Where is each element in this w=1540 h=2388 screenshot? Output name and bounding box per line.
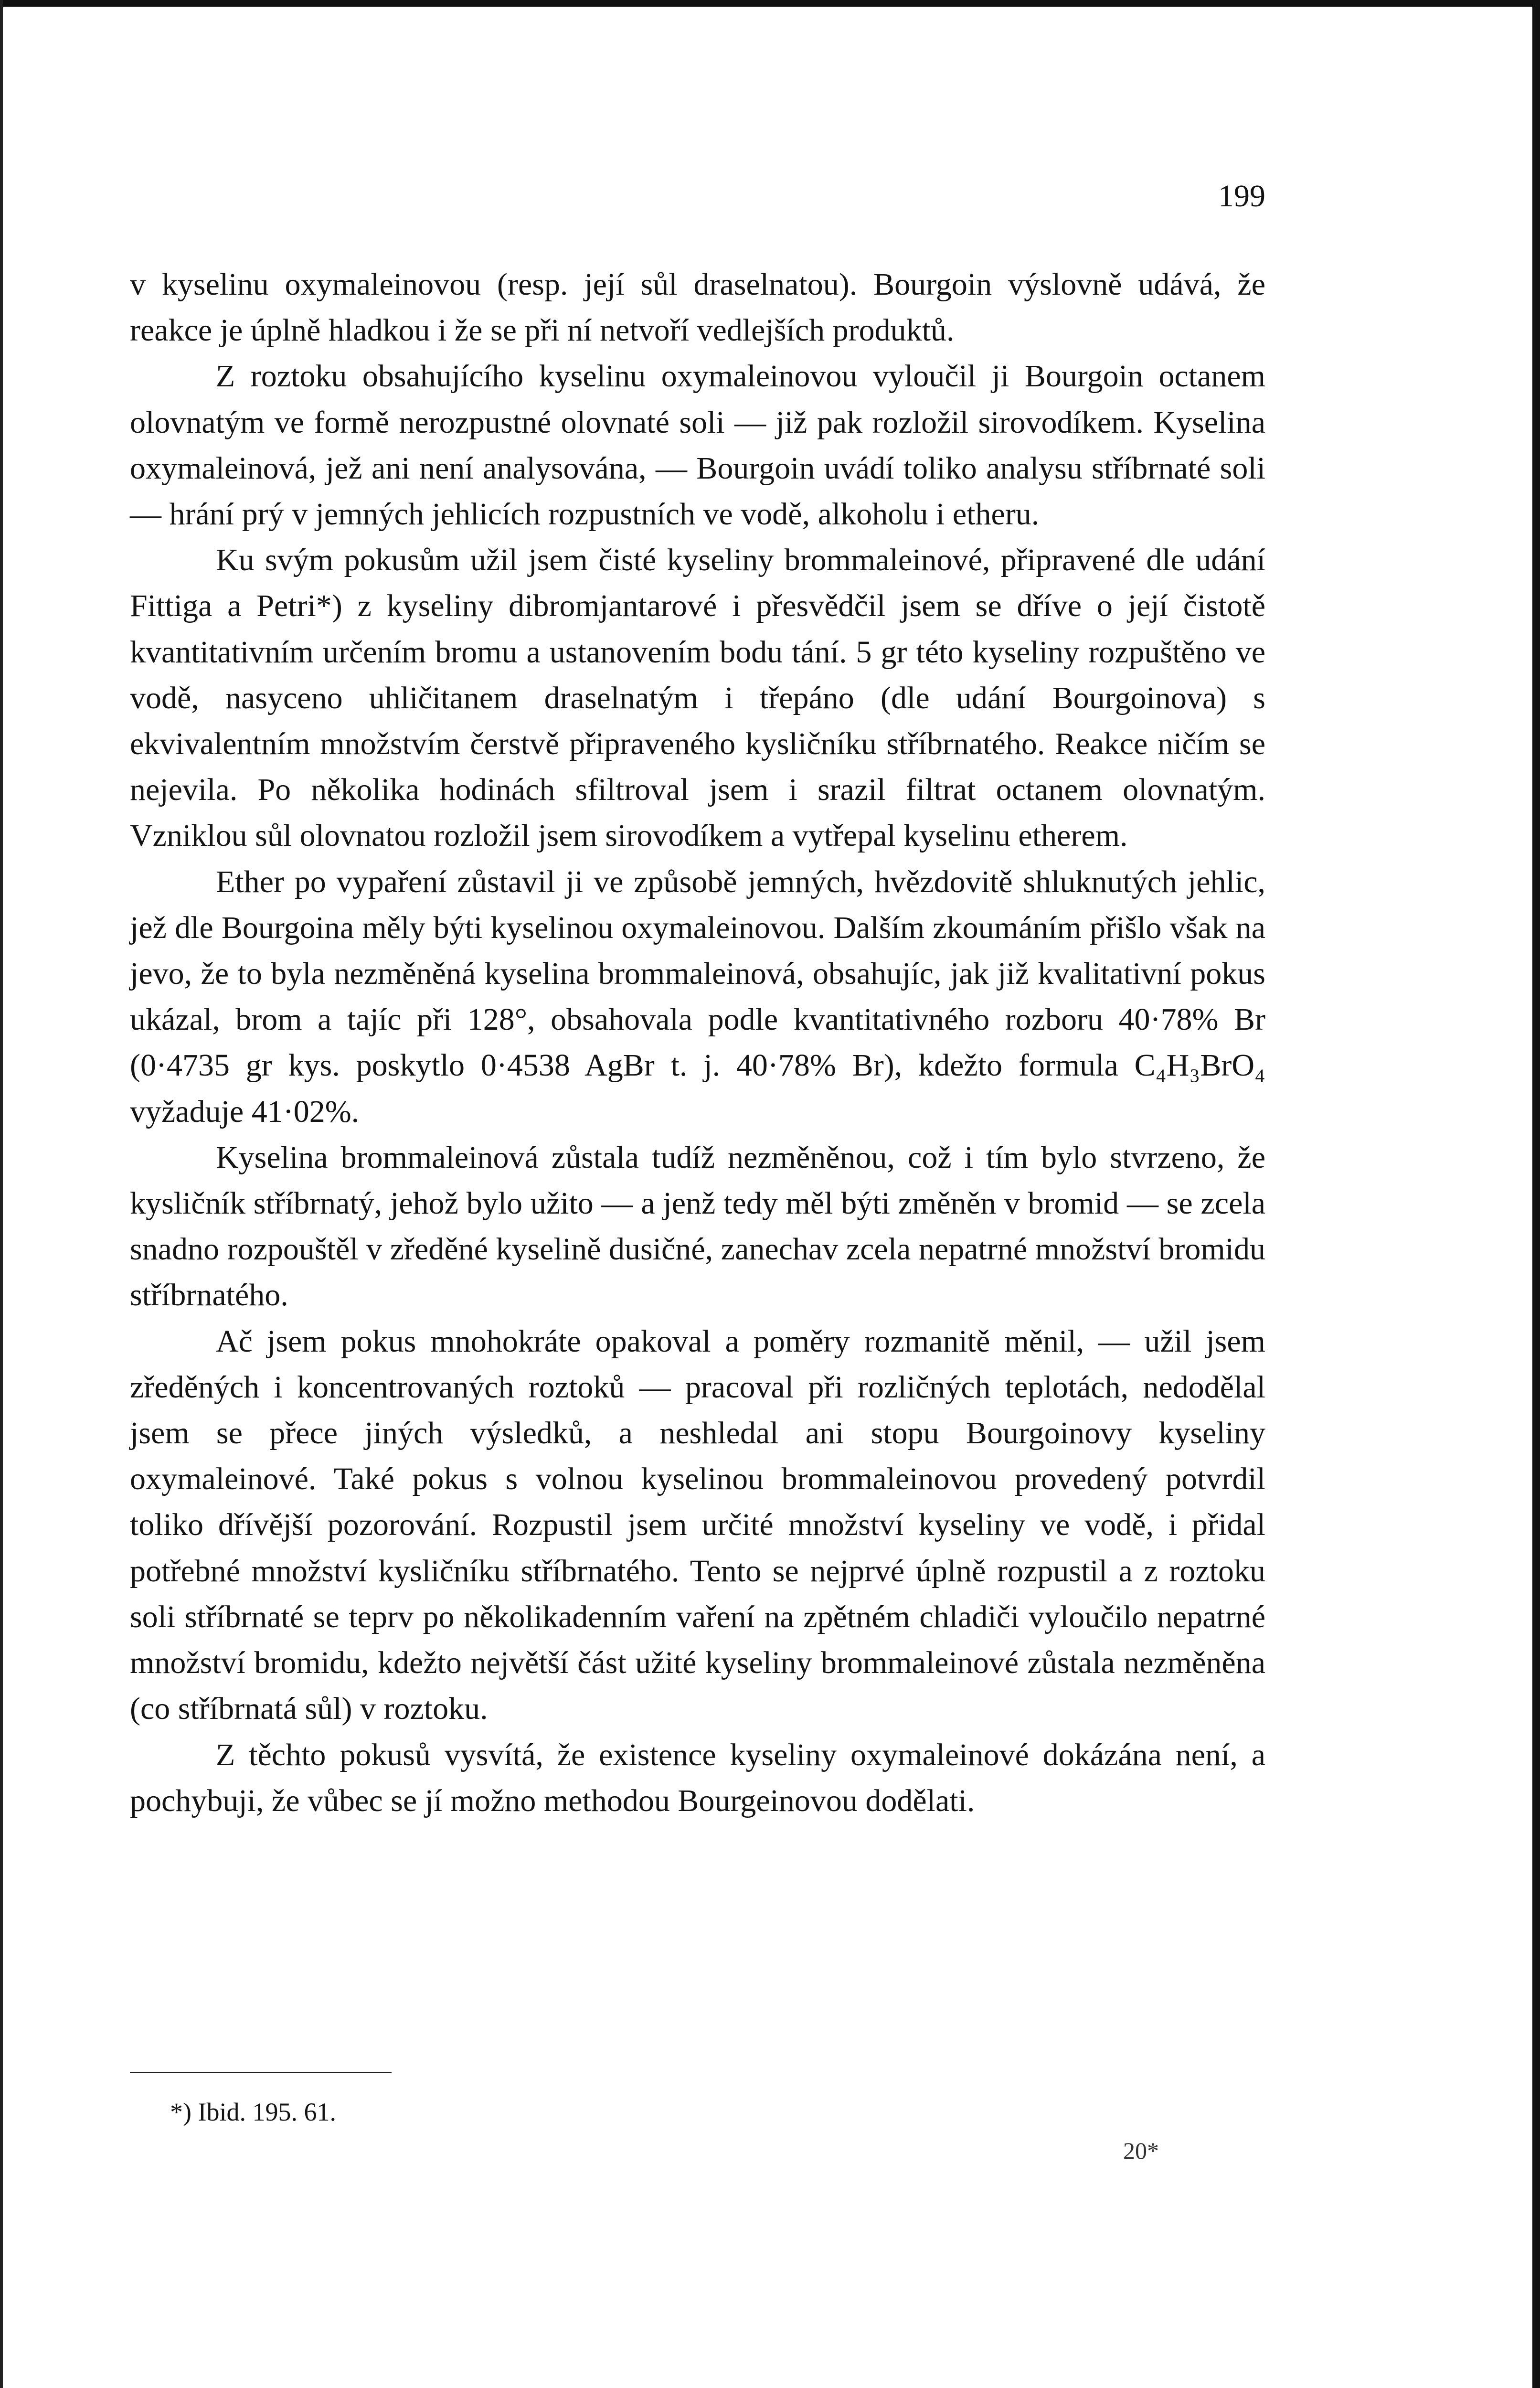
paragraph-1: v kyselinu oxymaleinovou (resp. její sůl draselnatou). Bourgoin výslovně udává, že reakce je úplně hladkou i že se při ní netvoří vedlejších produktů. — [130, 267, 1265, 348]
scan-border-top — [0, 0, 1540, 7]
paragraph-2: Z roztoku obsahujícího kyselinu oxymaleinovou vyloučil ji Bourgoin octanem olovnatým ve formě nerozpustné olovnaté soli — již pak rozložil sirovodíkem. Kyselina oxymaleinová, jež ani není analysována, — Bourgoin uvádí toliko analysu stříbrnaté soli — hrání prý v jemných jehlicích rozpustních ve vodě, alkoholu i etheru. — [130, 359, 1265, 532]
paragraph-7: Z těchto pokusů vysvítá, že existence kyseliny oxymaleinové dokázána není, a pochybuji, že vůbec se jí možno methodou Bourgeinovou dodělati. — [130, 1737, 1265, 1818]
paragraph-3: Ku svým pokusům užil jsem čisté kyseliny brommaleinové, připravené dle udání Fittiga a Petri*) z kyseliny dibromjantarové i přesvědčil jsem se dříve o její čistotě kvantitativním určením bromu a ustanovením bodu tání. 5 gr této kyseliny rozpuštěno ve vodě, nasyceno uhličitanem draselnatým i třepáno (dle udání Bourgoinova) s ekvivalentním množstvím čerstvě připraveného kysličníku stříbrnatého. Reakce ničím se nejevila. Po několika hodinách sfiltroval jsem i srazil filtrat octanem olovnatým. Vzniklou sůl olovnatou rozložil jsem sirovodíkem a vytřepal kyselinu etherem. — [130, 543, 1265, 853]
paragraph-4: Ether po vypaření zůstavil ji ve způsobě jemných, hvězdovitě shluknutých jehlic, jež dle Bourgoina měly býti kyselinou oxymaleinovou. Dalším zkoumáním přišlo však na jevo, že to byla nezměněná kyselina brommaleinová, obsahujíc, jak již kvalitativní pokus ukázal, brom a tajíc při 128°, obsahovala podle kvantitativného rozboru 40·78% Br (0·4735 gr kys. poskytlo 0·4538 AgBr t. j. 40·78% Br), kdežto formula C₄H₃BrO₄ vyžaduje 41·02%. — [130, 864, 1265, 1129]
scan-border-right — [1532, 0, 1540, 2388]
paragraph-6: Ač jsem pokus mnohokráte opakoval a poměry rozmanitě měnil, — užil jsem zředěných i koncentrovaných roztoků — pracoval při rozličných teplotách, nedodělal jsem se přece jiných výsledků, a neshledal ani stopu Bourgoinovy kyseliny oxymaleinové. Také pokus s volnou kyselinou brommaleinovou provedený potvrdil toliko dřívější pozorování. Rozpustil jsem určité množství kyseliny ve vodě, i přidal potřebné množství kysličníku stříbrnatého. Tento se nejprvé úplně rozpustil a z roztoku soli stříbrnaté se teprv po několikadenním vaření na zpětném chladiči vyloučilo nepatrné množství bromidu, kdežto největší část užité kyseliny brommaleinové zůstala nezměněna (co stříbrnatá sůl) v roztoku. — [130, 1323, 1265, 1727]
footnote-divider — [130, 2072, 392, 2073]
page-number: 199 — [1218, 179, 1265, 213]
scan-border-left — [0, 0, 3, 2388]
paragraph-5: Kyselina brommaleinová zůstala tudíž nezměněnou, což i tím bylo stvrzeno, že kysličník stříbrnatý, jehož bylo užito — a jenž tedy měl býti změněn v bromid — se zcela snadno rozpouštěl v zředěné kyselině dusičné, zanechav zcela nepatrné množství bromidu stříbrnatého. — [130, 1140, 1265, 1313]
body-text — [130, 262, 1265, 1824]
footnote: *) Ibid. 195. 61. — [170, 2098, 336, 2126]
printer-signature-mark: 20* — [1123, 2137, 1159, 2164]
